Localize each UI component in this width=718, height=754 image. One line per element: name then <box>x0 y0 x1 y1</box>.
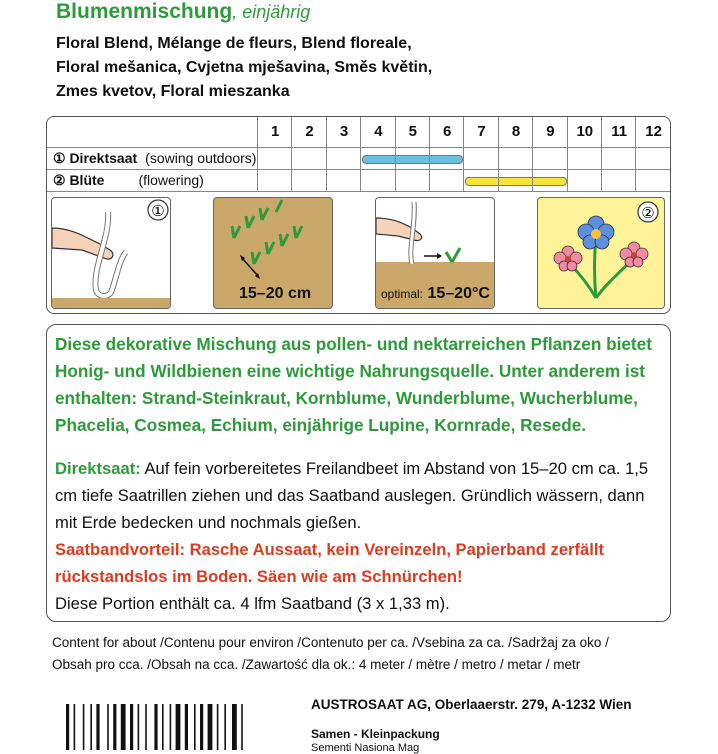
month-8: 8 <box>498 117 533 147</box>
barcode-stripe <box>83 704 85 750</box>
names-line: Zmes kvetov, Floral mieszanka <box>56 83 290 100</box>
month-gridline <box>532 147 533 191</box>
portion-text: Diese Portion enthält ca. 4 lfm Saatband (3 x 1,33 m). <box>55 594 450 613</box>
illustration-flowering <box>537 197 665 309</box>
barcode-stripe <box>162 704 164 750</box>
packing-label-translations: Sementi Nasiona Mag <box>311 742 420 754</box>
row-label-sowing <box>53 150 256 167</box>
content-line: Content for about /Contenu pour environ /Contenuto per ca. /Vsebina za ca. /Sadržaj za oko / <box>52 635 609 650</box>
barcode-stripe <box>185 704 188 750</box>
sowing-calendar <box>46 116 671 314</box>
product-qualifier: , einjährig <box>232 2 311 22</box>
month-gridline <box>601 147 602 191</box>
barcode-stripe <box>208 704 213 750</box>
month-gridline <box>635 147 636 191</box>
temperature-caption <box>381 285 490 303</box>
step-one-marker: ① <box>151 202 165 220</box>
barcode-stripe <box>170 704 172 750</box>
month-gridline <box>291 147 292 191</box>
direct-sowing-text: Auf fein vorbereitetes Freilandbeet im Abstand von 15–20 cm ca. 1,5 cm tiefe Saatrillen ziehen und das Saatband auslegen. Gründlich wässern, dann mit Erde bedecken und nochmals gießen. <box>55 459 649 532</box>
month-11: 11 <box>601 117 636 147</box>
barcode-stripe <box>96 704 99 750</box>
month-gridline <box>429 147 430 191</box>
month-gridline <box>463 147 464 191</box>
row-label-text: ① Direktsaat <box>53 150 138 166</box>
barcode-stripe <box>121 704 126 750</box>
month-gridline <box>567 147 568 191</box>
row-label-english: (flowering) <box>138 172 204 188</box>
product-title <box>56 0 310 26</box>
month-2: 2 <box>291 117 326 147</box>
flowers-icon <box>538 198 664 308</box>
barcode-stripe <box>217 704 219 750</box>
barcode-stripe <box>66 704 69 750</box>
barcode-stripe <box>113 704 116 750</box>
month-7: 7 <box>463 117 498 147</box>
barcode-stripe <box>154 704 157 750</box>
row-label-flowering <box>53 172 204 189</box>
month-header <box>47 117 670 147</box>
month-4: 4 <box>360 117 395 147</box>
packing-label: Samen - Kleinpackung <box>311 727 440 741</box>
calendar-period-bar <box>465 177 566 186</box>
barcode-stripe <box>130 704 133 750</box>
barcode-stripe <box>224 704 226 750</box>
divider <box>47 147 670 148</box>
barcode-stripe <box>90 704 92 750</box>
month-6: 6 <box>429 117 464 147</box>
barcode <box>66 704 276 750</box>
content-line: Obsah pro cca. /Obsah na cca. /Zawartość dla ok.: 4 meter / mètre / metro / metar / metr <box>52 657 581 672</box>
month-10: 10 <box>567 117 602 147</box>
barcode-stripe <box>138 704 140 750</box>
seed-tape-advantage: Saatbandvorteil: Rasche Aussaat, kein Vereinzeln, Papierband zerfällt rückstandslos im Boden. Säen wie am Schnürchen! <box>55 540 605 586</box>
month-3: 3 <box>326 117 361 147</box>
product-name: Blumenmischung <box>56 0 233 23</box>
names-line: Floral mešanica, Cvjetna mješavina, Směs květin, <box>56 59 433 76</box>
calendar-period-bar <box>362 155 463 164</box>
company-address: AUSTROSAAT AG, Oberlaaerstr. 279, A-1232 Wien <box>311 697 632 712</box>
month-5: 5 <box>395 117 430 147</box>
month-gridline <box>395 147 396 191</box>
month-gridline <box>257 147 258 191</box>
barcode-stripe <box>74 704 76 750</box>
barcode-stripe <box>194 704 196 750</box>
hand-tape-icon <box>52 198 170 308</box>
temperature-prefix: optimal: <box>381 287 424 301</box>
intro-text: Diese dekorative Mischung aus pollen- und nektarreichen Pflanzen bietet Honig- und Wildbienen eine wichtige Nahrungsquelle. Unter anderem ist enthalten: Strand-Steinkraut, Kornblume, Wunderblume, Wucherblume, Phacelia, Cosmea, Echium, einjährige Lupine, Kornrade, Resede. <box>55 334 652 435</box>
barcode-stripe <box>232 704 237 750</box>
names-line: Floral Blend, Mélange de fleurs, Blend floreale, <box>56 35 412 52</box>
row-label-english: (sowing outdoors) <box>145 150 257 166</box>
temperature-value: 15–20°C <box>427 285 490 302</box>
instructions <box>55 455 665 617</box>
content-amount <box>52 632 609 676</box>
month-gridline <box>498 147 499 191</box>
row-label-text: ② Blüte <box>53 172 105 188</box>
month-gridline <box>360 147 361 191</box>
illustration-hand-tape <box>51 197 171 309</box>
barcode-stripe <box>241 704 243 750</box>
barcode-stripe <box>176 704 181 750</box>
barcode-stripe <box>107 704 109 750</box>
divider <box>47 169 670 170</box>
month-gridline <box>326 147 327 191</box>
month-12: 12 <box>635 117 670 147</box>
month-9: 9 <box>532 117 567 147</box>
translated-names <box>56 32 432 104</box>
step-two-marker: ② <box>641 204 655 222</box>
barcode-stripe <box>145 704 147 750</box>
direct-sowing-label: Direktsaat: <box>55 459 141 478</box>
barcode-stripe <box>200 704 203 750</box>
description-box <box>46 324 671 622</box>
divider <box>47 191 670 192</box>
month-1: 1 <box>257 117 292 147</box>
spacing-caption: 15–20 cm <box>239 285 312 302</box>
